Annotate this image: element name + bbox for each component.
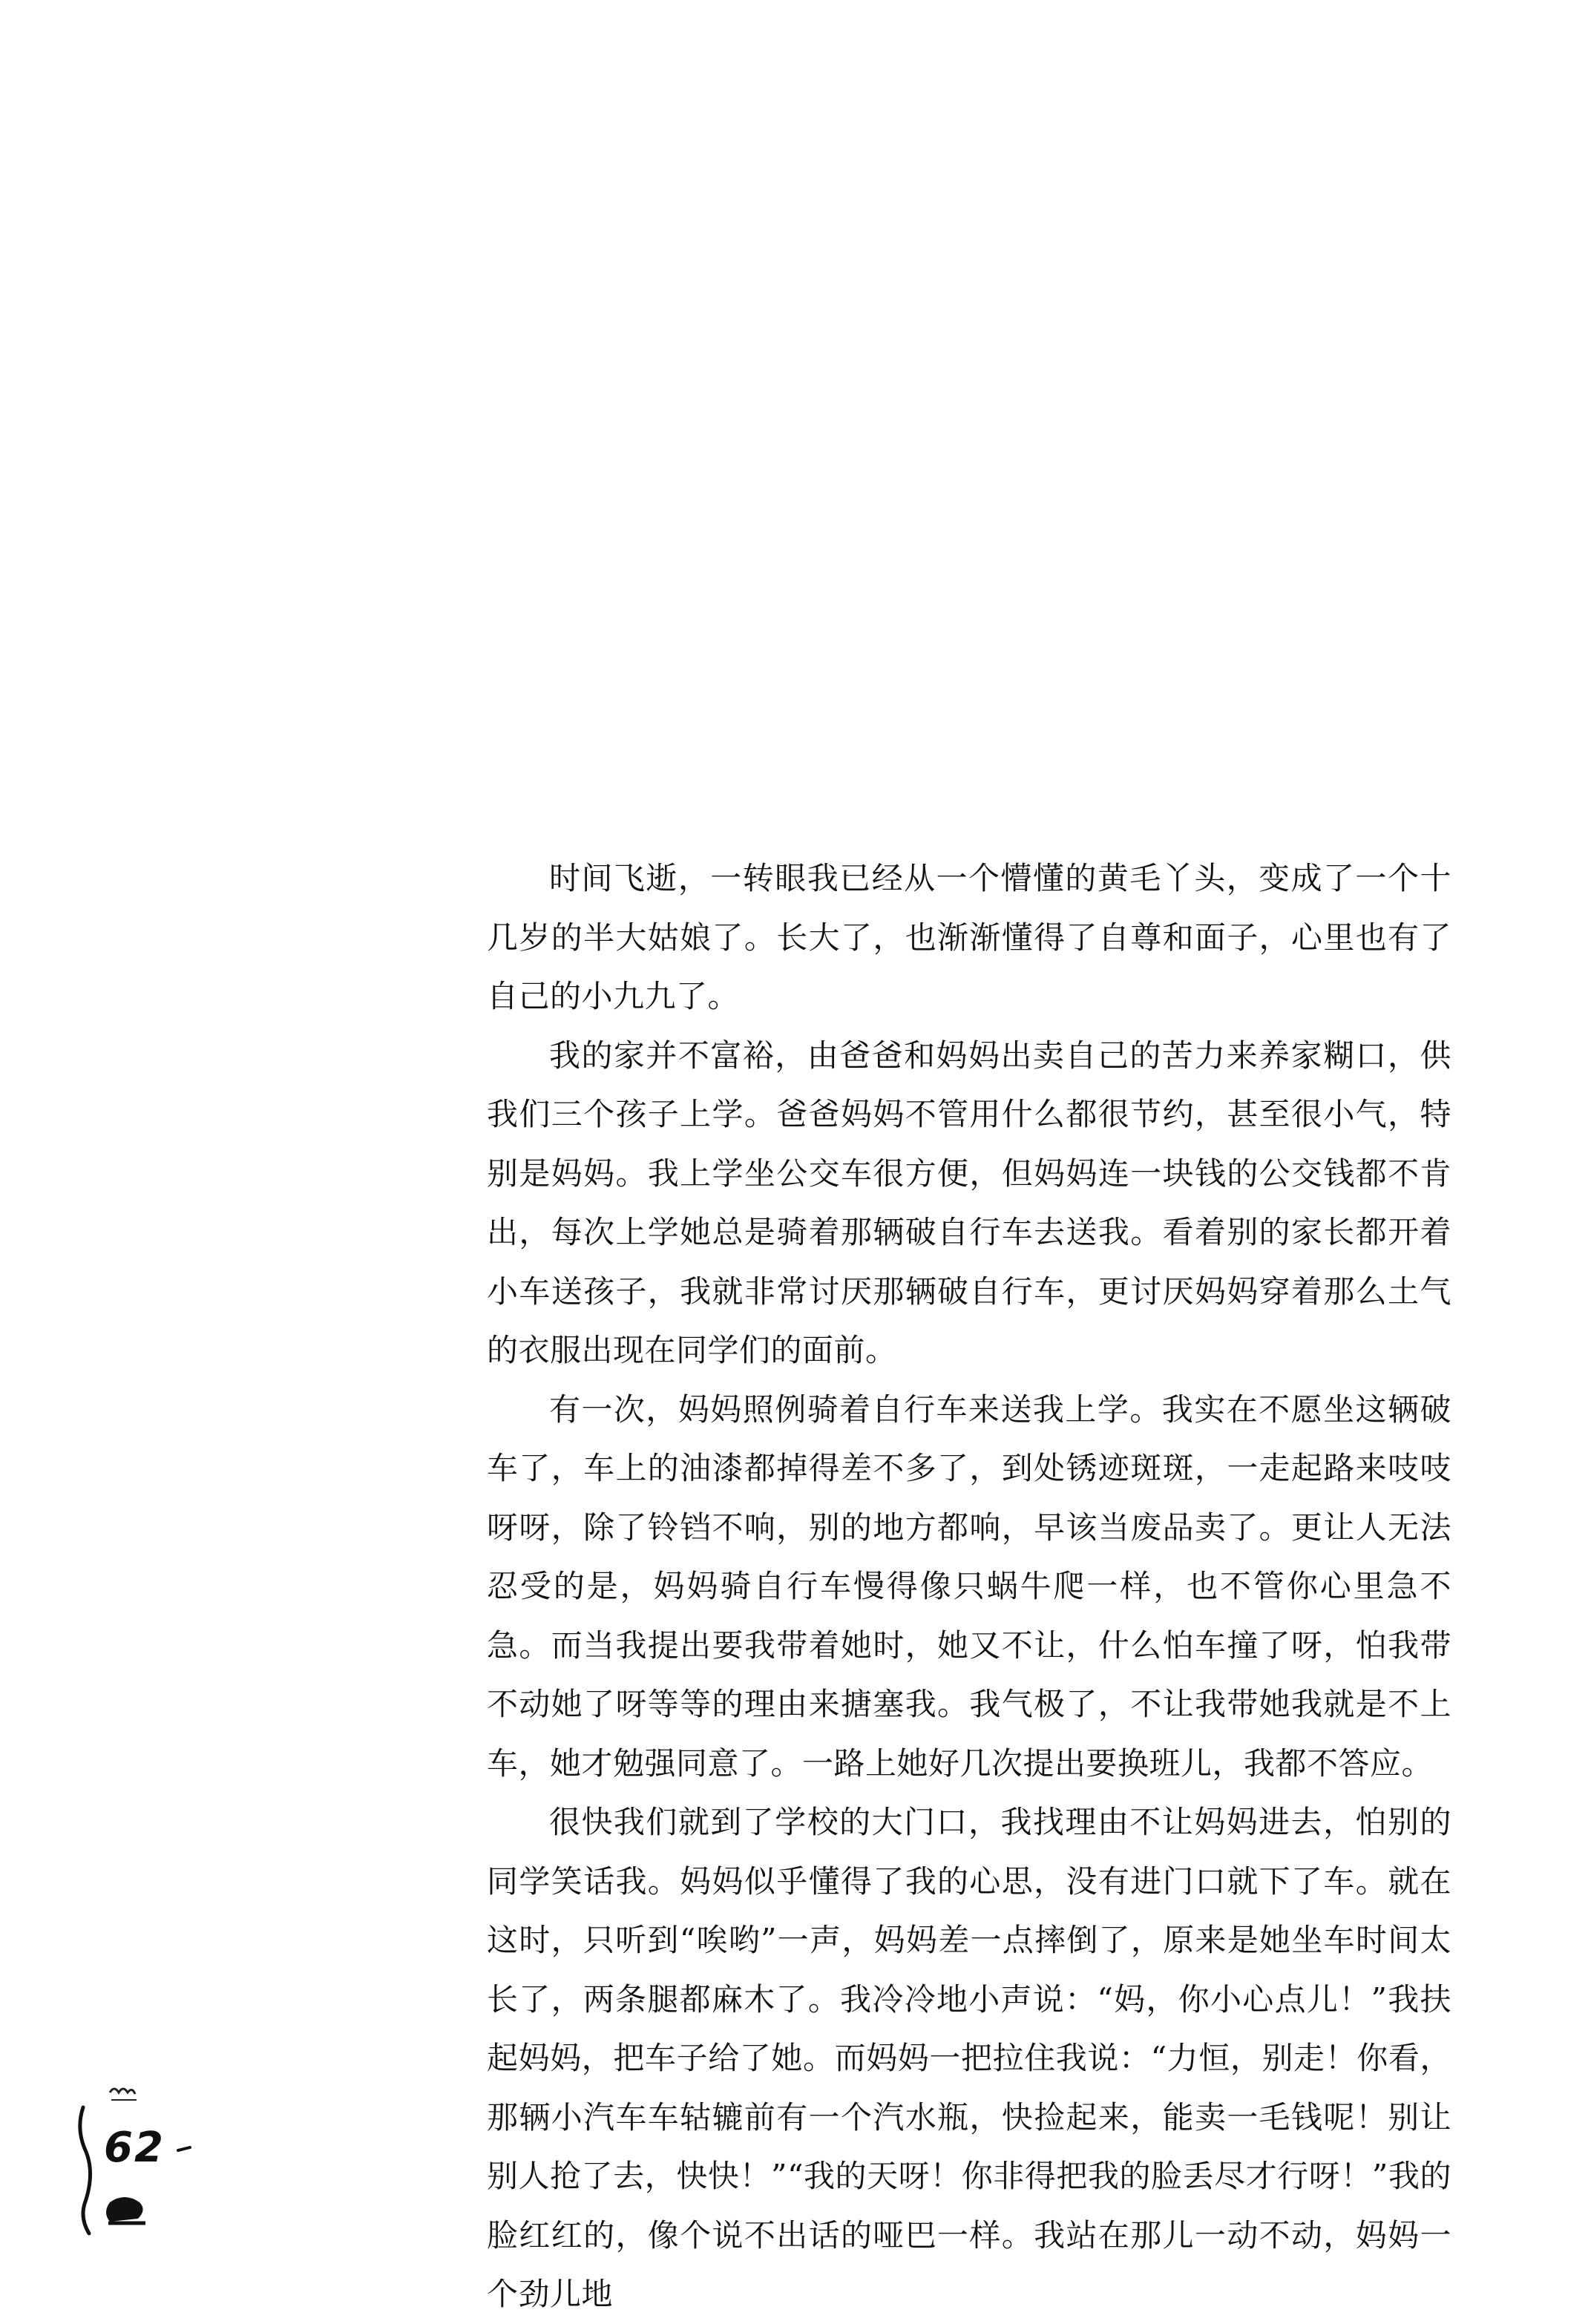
paragraph: 很快我们就到了学校的大门口，我找理由不让妈妈进去，怕别的同学笑话我。妈妈似乎懂得了我的心思，没有进门口就下了车。就在这时，只听到“唉哟”一声，妈妈差一点摔倒了，原来是她坐车时间太长了，两条腿都麻木了。我冷冷地小声说：“妈，你小心点儿！”我扶起妈妈，把车子给了她。而妈妈一把拉住我说：“力恒，别走！你看，那辆小汽车车轱辘前有一个汽水瓶，快捡起来，能卖一毛钱呢！别让别人抢了去，快快！”“我的天呀！你非得把我的脸丢尽才行呀！”我的脸红红的，像个说不出话的哑巴一样。我站在那儿一动不动，妈妈一个劲儿地 (487, 1804, 1451, 2312)
page-folio (67, 2070, 208, 2248)
page-number: 62 (104, 2124, 165, 2172)
paragraph: 时间飞逝，一转眼我已经从一个懵懂的黄毛丫头，变成了一个十几岁的半大姑娘了。长大了，也渐渐懂得了自尊和面子，心里也有了自己的小九九了。 (487, 860, 1451, 1014)
paragraph: 有一次，妈妈照例骑着自行车来送我上学。我实在不愿坐这辆破车了，车上的油漆都掉得差不多了，到处锈迹斑斑，一走起路来吱吱呀呀，除了铃铛不响，别的地方都响，早该当废品卖了。更让人无法忍受的是，妈妈骑自行车慢得像只蜗牛爬一样，也不管你心里急不急。而当我提出要我带着她时，她又不让，什么怕车撞了呀，怕我带不动她了呀等等的理由来搪塞我。我气极了，不让我带她我就是不上车，她才勉强同意了。一路上她好几次提出要换班儿，我都不答应。 (487, 1391, 1451, 1782)
paragraph: 我的家并不富裕，由爸爸和妈妈出卖自己的苦力来养家糊口，供我们三个孩子上学。爸爸妈妈不管用什么都很节约，甚至很小气，特别是妈妈。我上学坐公交车很方便，但妈妈连一块钱的公交钱都不肯出，每次上学她总是骑着那辆破自行车去送我。看着别的家长都开着小车送孩子，我就非常讨厌那辆破自行车，更讨厌妈妈穿着那么土气的衣服出现在同学们的面前。 (487, 1037, 1451, 1368)
body-text (487, 849, 1451, 2324)
